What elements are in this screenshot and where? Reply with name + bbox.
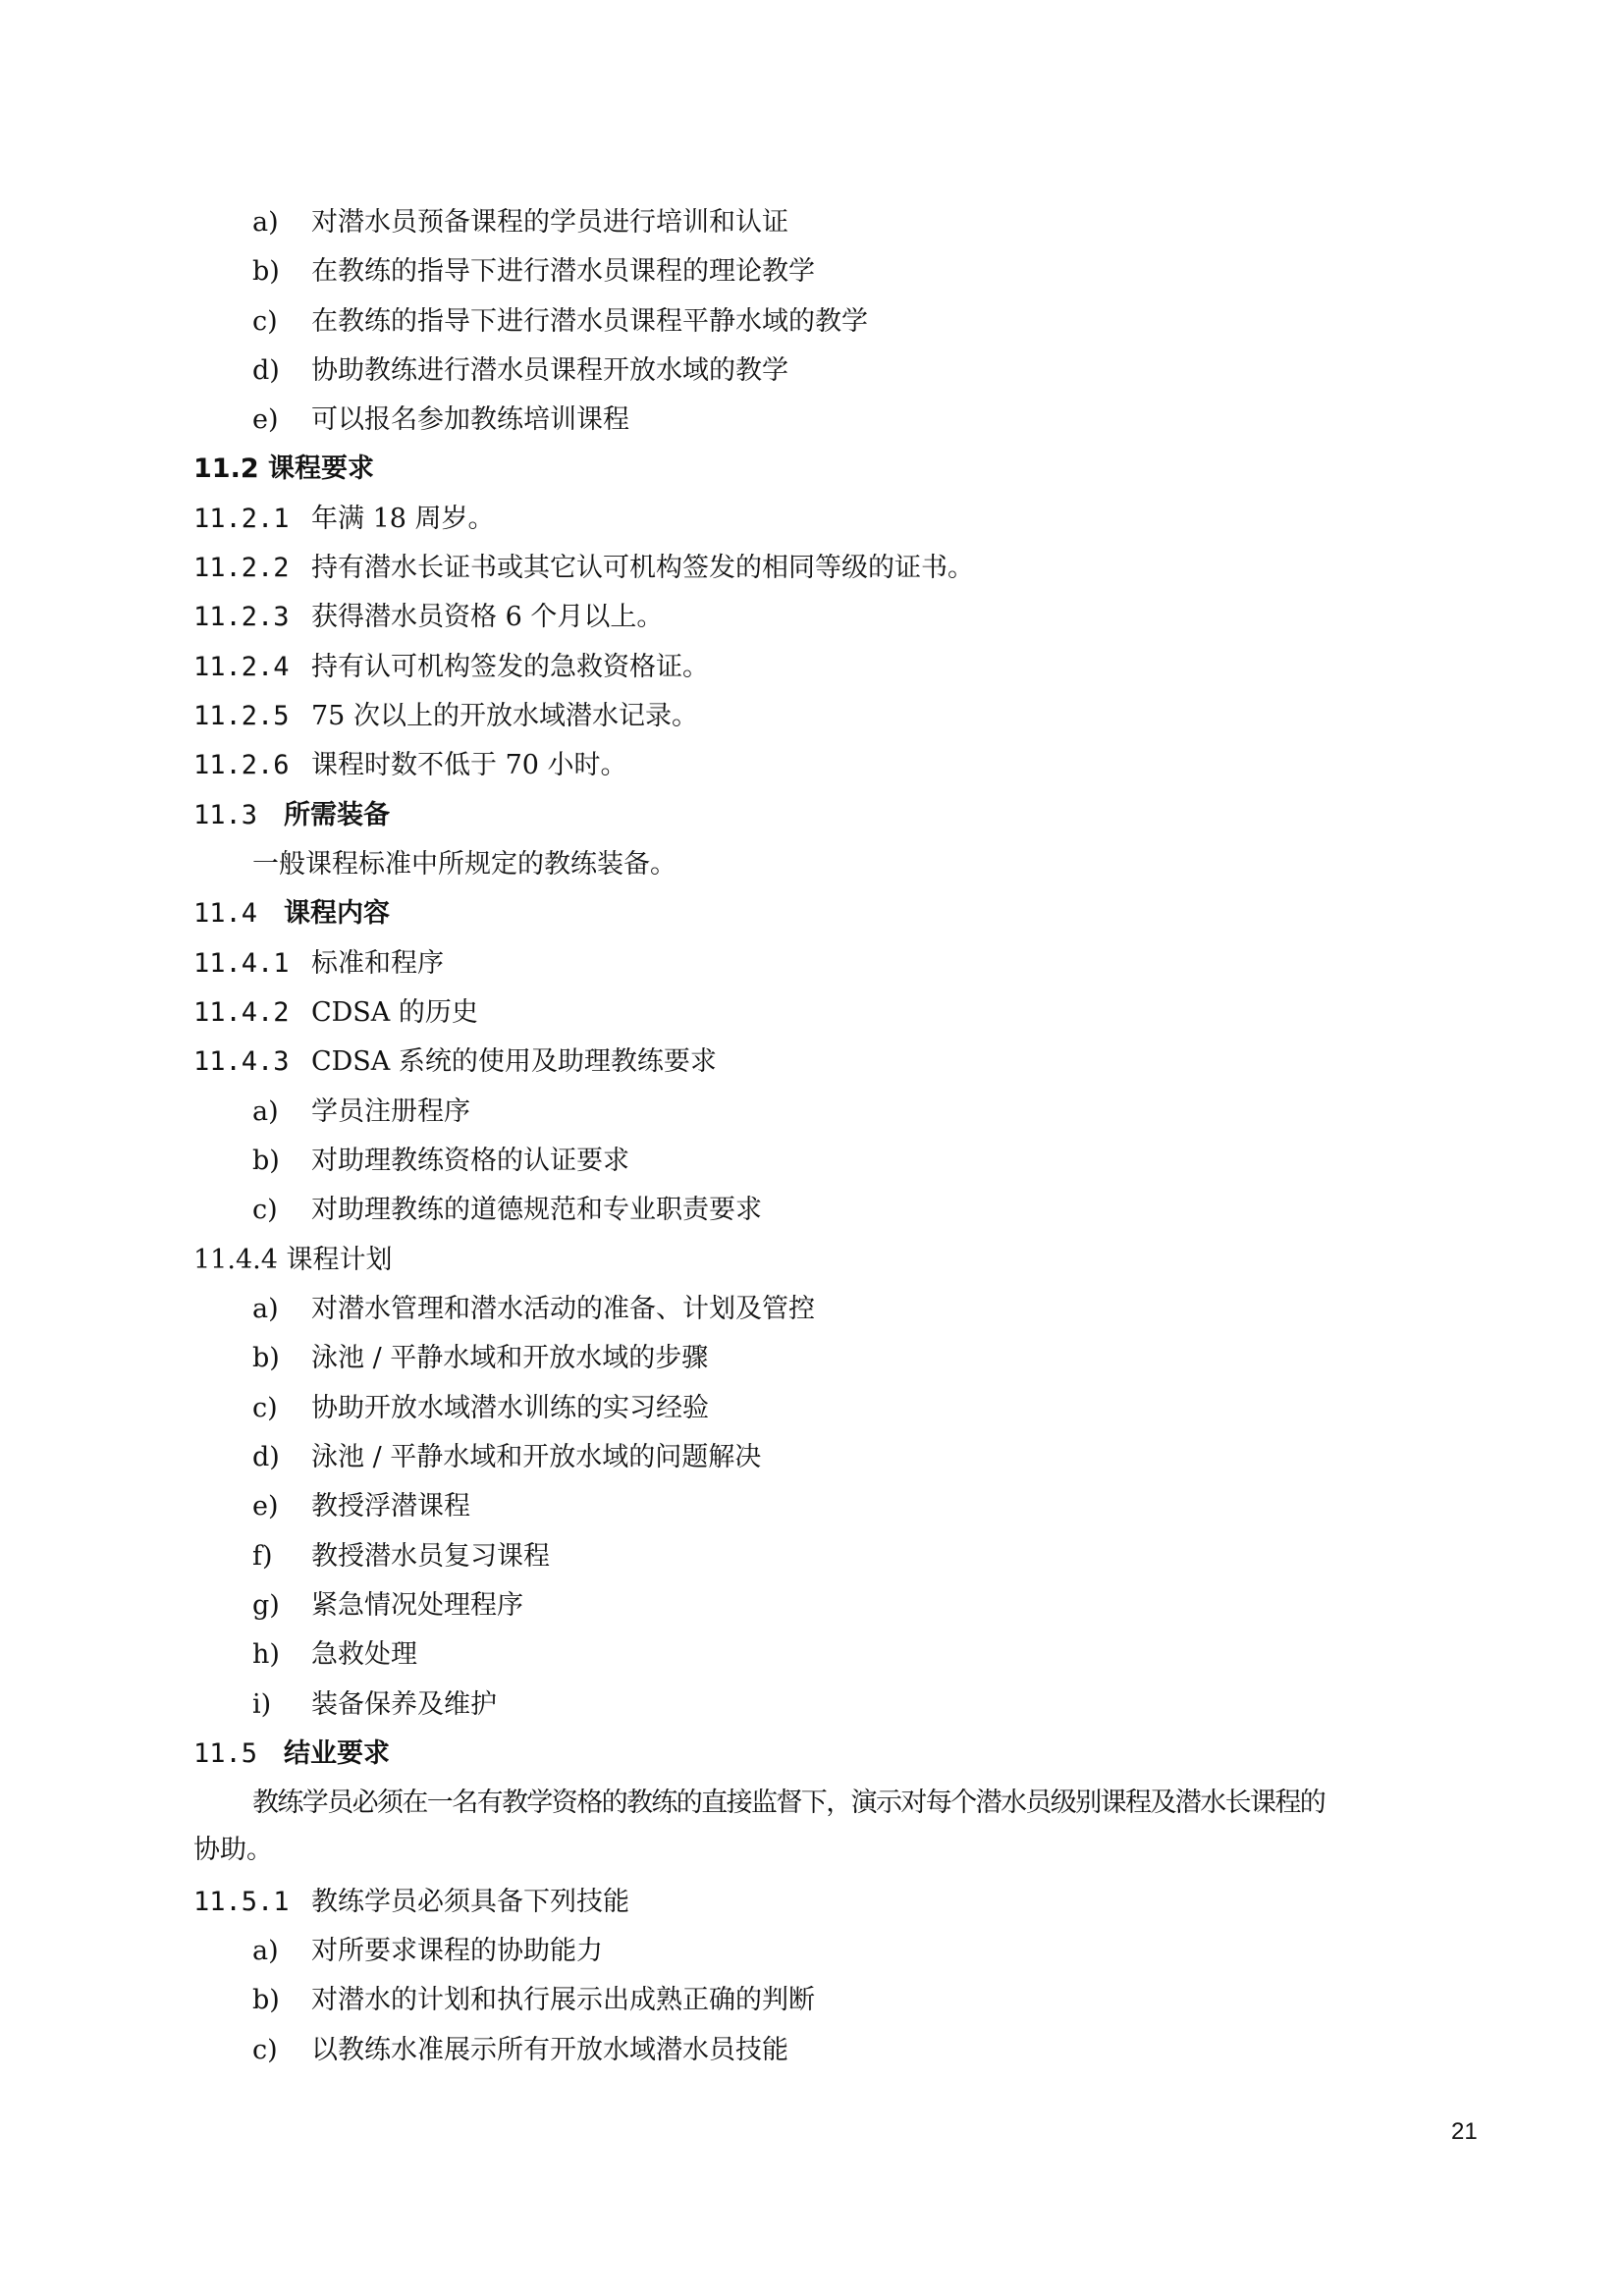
item-number: 11.5.1 — [193, 1887, 290, 1917]
item-number: 11.4.3 — [193, 1046, 290, 1077]
item-label: f) — [252, 1541, 273, 1572]
item-label: a) — [252, 1936, 279, 1966]
item-text: 对潜水员预备课程的学员进行培训和认证 — [311, 207, 788, 238]
section-title: 所需装备 — [284, 800, 390, 830]
item-number: 11.2.3 — [193, 602, 290, 632]
item-number: 11.2.4 — [193, 652, 290, 682]
section-number: 11.5 — [193, 1738, 258, 1769]
item-label: a) — [252, 1096, 279, 1127]
item-text: 可以报名参加教练培训课程 — [311, 404, 629, 435]
item-number: 11.4.2 — [193, 997, 290, 1028]
item-label: i) — [252, 1689, 272, 1720]
item-text: 获得潜水员资格 6 个月以上。 — [311, 602, 664, 632]
item-text: 持有潜水长证书或其它认可机构签发的相同等级的证书。 — [311, 553, 974, 583]
item-text: 对助理教练资格的认证要求 — [311, 1146, 629, 1176]
item-label: h) — [252, 1639, 280, 1670]
item-label: g) — [252, 1590, 280, 1621]
item-text: 在教练的指导下进行潜水员课程平静水域的教学 — [311, 306, 868, 337]
item-text: 紧急情况处理程序 — [311, 1590, 523, 1621]
paragraph-line: 协助。 — [193, 1835, 273, 1865]
item-text: 协助开放水域潜水训练的实习经验 — [311, 1393, 709, 1423]
item-text: CDSA 的历史 — [311, 997, 478, 1028]
item-text: 75 次以上的开放水域潜水记录。 — [311, 701, 698, 731]
item-label: a) — [252, 207, 279, 238]
item-number: 11.4.1 — [193, 948, 290, 979]
item-text: 年满 18 周岁。 — [311, 504, 495, 534]
paragraph: 一般课程标准中所规定的教练装备。 — [252, 849, 677, 880]
item-label: e) — [252, 404, 279, 435]
item-text: 教练学员必须具备下列技能 — [311, 1887, 629, 1917]
section-number: 11.4 — [193, 898, 258, 929]
section-number: 11.3 — [193, 800, 258, 830]
item-text: CDSA 系统的使用及助理教练要求 — [311, 1046, 717, 1077]
item-text: 泳池 / 平静水域和开放水域的问题解决 — [311, 1442, 762, 1472]
item-text: 急救处理 — [311, 1639, 417, 1670]
item-text: 教授浮潜课程 — [311, 1491, 470, 1522]
item-text: 在教练的指导下进行潜水员课程的理论教学 — [311, 256, 815, 287]
item-text: 课程时数不低于 70 小时。 — [311, 750, 627, 780]
item-label: c) — [252, 1393, 278, 1423]
item-label: e) — [252, 1491, 279, 1522]
item-label: d) — [252, 355, 280, 386]
section-title: 结业要求 — [284, 1738, 390, 1769]
item-text: 学员注册程序 — [311, 1096, 470, 1127]
item-text: 以教练水准展示所有开放水域潜水员技能 — [311, 2035, 788, 2065]
item-text: 对潜水管理和潜水活动的准备、计划及管控 — [311, 1294, 815, 1324]
paragraph-line: 教练学员必须在一名有教学资格的教练的直接监督下，演示对每个潜水员级别课程及潜水长课程的 — [252, 1788, 1326, 1818]
item-label: b) — [252, 1146, 280, 1176]
section-heading-11-2: 11.2 课程要求 — [193, 454, 375, 484]
item-label: b) — [252, 1343, 280, 1373]
item-number: 11.2.5 — [193, 701, 290, 731]
item-label: b) — [252, 256, 280, 287]
item-text: 装备保养及维护 — [311, 1689, 497, 1720]
item-label: c) — [252, 306, 278, 337]
item-number: 11.2.2 — [193, 553, 290, 583]
item-label: c) — [252, 1195, 278, 1225]
item-text: 持有认可机构签发的急救资格证。 — [311, 652, 709, 682]
item-text: 教授潜水员复习课程 — [311, 1541, 550, 1572]
item-label: c) — [252, 2035, 278, 2065]
item-number: 11.2.6 — [193, 750, 290, 780]
item-text: 协助教练进行潜水员课程开放水域的教学 — [311, 355, 788, 386]
item-label: a) — [252, 1294, 279, 1324]
item-label: d) — [252, 1442, 280, 1472]
item-text: 泳池 / 平静水域和开放水域的步骤 — [311, 1343, 709, 1373]
section-title: 课程内容 — [284, 898, 390, 929]
item-text: 标准和程序 — [311, 948, 444, 979]
item-number: 11.2.1 — [193, 504, 290, 534]
item-text: 对所要求课程的协助能力 — [311, 1936, 603, 1966]
page-number: 21 — [1451, 2118, 1478, 2145]
subsection-heading-11-4-4: 11.4.4 课程计划 — [193, 1245, 393, 1275]
item-label: b) — [252, 1985, 280, 2015]
item-text: 对潜水的计划和执行展示出成熟正确的判断 — [311, 1985, 815, 2015]
item-text: 对助理教练的道德规范和专业职责要求 — [311, 1195, 762, 1225]
